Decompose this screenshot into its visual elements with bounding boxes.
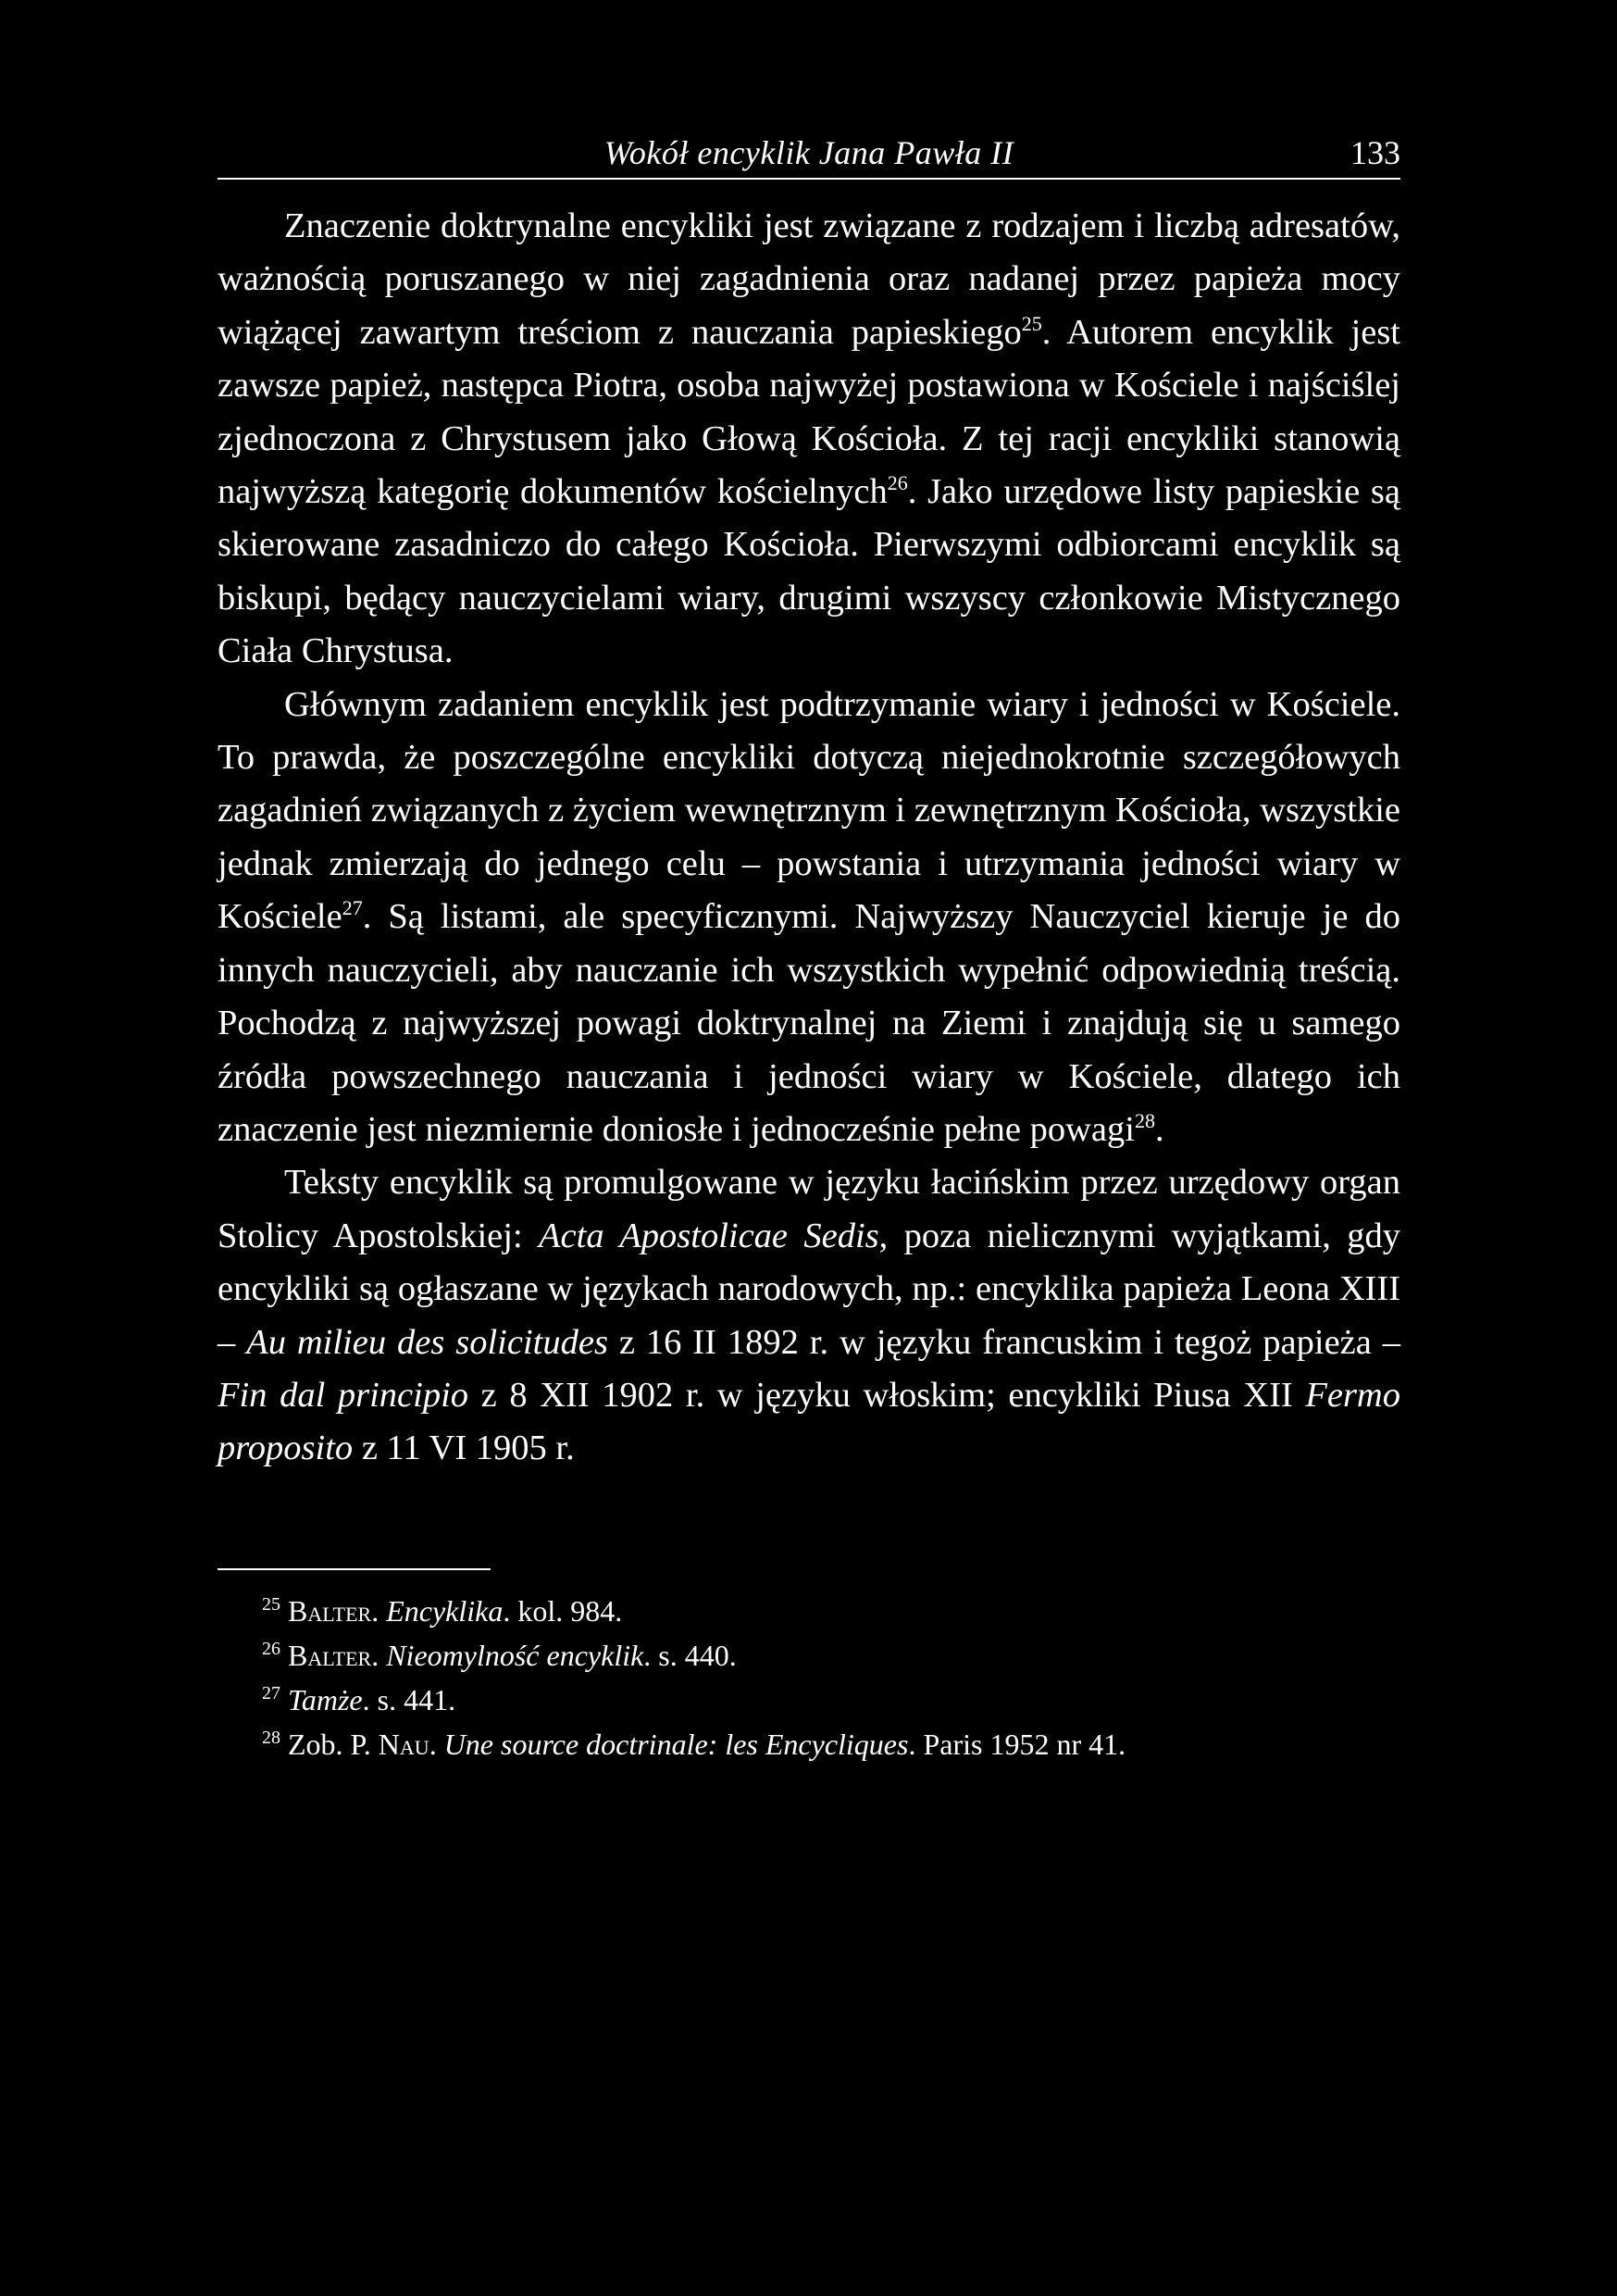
paragraph (218, 200, 1400, 679)
text-segment: z 16 II 1892 r. w języku francuskim i tegoż papieża – (607, 1322, 1401, 1362)
page-number: 133 (1350, 134, 1400, 171)
italic-title: Fin dal principio (218, 1375, 469, 1415)
italic-title: Au milieu des solicitudes (246, 1322, 608, 1362)
italic-title: Nieomylność encyklik (386, 1638, 644, 1672)
footnote-ref: 26 (887, 471, 908, 495)
running-title: Wokół encyklik Jana Pawła II (603, 134, 1014, 171)
italic-title: Une source doctrinale: les Encycliques (443, 1727, 909, 1761)
footnote-number: 28 (262, 1728, 280, 1749)
text-segment: . Paris 1952 nr 41. (908, 1727, 1126, 1761)
text-segment: z 11 VI 1905 r. (353, 1429, 575, 1468)
author-name: Nau (378, 1727, 429, 1761)
italic-title: Fermo proposito (218, 1375, 1400, 1468)
footnotes (218, 1589, 1400, 1766)
text-segment: . s. 440. (643, 1638, 737, 1672)
italic-title: Tamże (288, 1682, 363, 1716)
paragraph (218, 679, 1400, 1157)
text-segment: . s. 441. (362, 1682, 456, 1716)
text-segment: . (371, 1638, 387, 1672)
footnote-number: 27 (262, 1683, 280, 1704)
text-segment: . kol. 984. (503, 1593, 623, 1628)
text-segment: Głównym zadaniem encyklik jest podtrzymanie wiary i jedności w Kościele. To prawda, że poszczególne encykliki dotyczą niejednokrotnie szczegółowych zagadnień związanych z życiem wewnętrznym i zewnętrznym Kościoła, wszystkie jednak zmierzają do jednego celu – powstania i utrzymania jedności wiary w Kościele (218, 684, 1400, 937)
footnote (262, 1722, 1400, 1766)
footnote-ref: 27 (342, 896, 363, 920)
author-name: Balter (288, 1593, 372, 1628)
text-segment: z 8 XII 1902 r. w języku włoskim; encykliki Piusa XII (468, 1375, 1306, 1415)
text-segment: , poza nielicznymi wyjątkami, gdy encykliki są ogłaszane w językach narodowych, np.: encyklika papieża Leona XIII – (218, 1216, 1401, 1362)
italic-title: Acta Apostolicae Sedis (539, 1216, 879, 1255)
text-segment: . (371, 1593, 387, 1628)
text-segment: . Są listami, ale specyficznymi. Najwyższy Nauczyciel kieruje je do innych nauczycieli, aby nauczanie ich wszystkich wypełnić odpowiednią treścią. Pochodzą z najwyższej powagi doktrynalnej na Ziemi i znajdują się u samego źródła powszechnego nauczania i jedności wiary w Kościele, dlatego ich znaczenie jest niezmiernie doniosłe i jednocześnie pełne powagi (218, 897, 1400, 1149)
text-segment: Znaczenie doktrynalne encykliki jest związane z rodzajem i liczbą adresatów, ważnością poruszanego w niej zagadnienia oraz nadanej przez papieża mocy wiążącej zawartym treściom z nauczania papieskiego (218, 206, 1400, 352)
main-text (218, 200, 1400, 1476)
footnote (262, 1633, 1400, 1678)
book-page (218, 130, 1400, 1766)
footnote (262, 1589, 1400, 1633)
footnote-ref: 25 (1021, 311, 1042, 335)
text-segment: . Jako urzędowe listy papieskie są skierowane zasadniczo do całego Kościoła. Pierwszymi odbiorcami encyklik są biskupi, będący nauczycielami wiary, drugimi wszyscy członkowie Mistycznego Ciała Chrystusa. (218, 472, 1400, 671)
footnote-number: 26 (262, 1639, 280, 1660)
paragraph (218, 1156, 1400, 1475)
footnote-number: 25 (262, 1594, 280, 1616)
footnote (262, 1678, 1400, 1722)
footnote-ref: 28 (1134, 1109, 1155, 1133)
text-segment: Zob. P. (288, 1727, 379, 1761)
footnote-separator (218, 1568, 491, 1570)
author-name: Balter (288, 1638, 372, 1672)
italic-title: Encyklika (386, 1593, 504, 1628)
text-segment: Teksty encyklik są promulgowane w języku łacińskim przez urzędowy organ Stolicy Apostolskiej: (218, 1163, 1400, 1255)
text-segment: . (429, 1727, 444, 1761)
running-header (218, 130, 1400, 180)
text-segment: . Autorem encyklik jest zawsze papież, następca Piotra, osoba najwyżej postawiona w Kościele i najściślej zjednoczona z Chrystusem jako Głową Kościoła. Z tej racji encykliki stanowią najwyższą kategorię dokumentów kościelnych (218, 312, 1400, 512)
text-segment: . (1154, 1109, 1164, 1149)
